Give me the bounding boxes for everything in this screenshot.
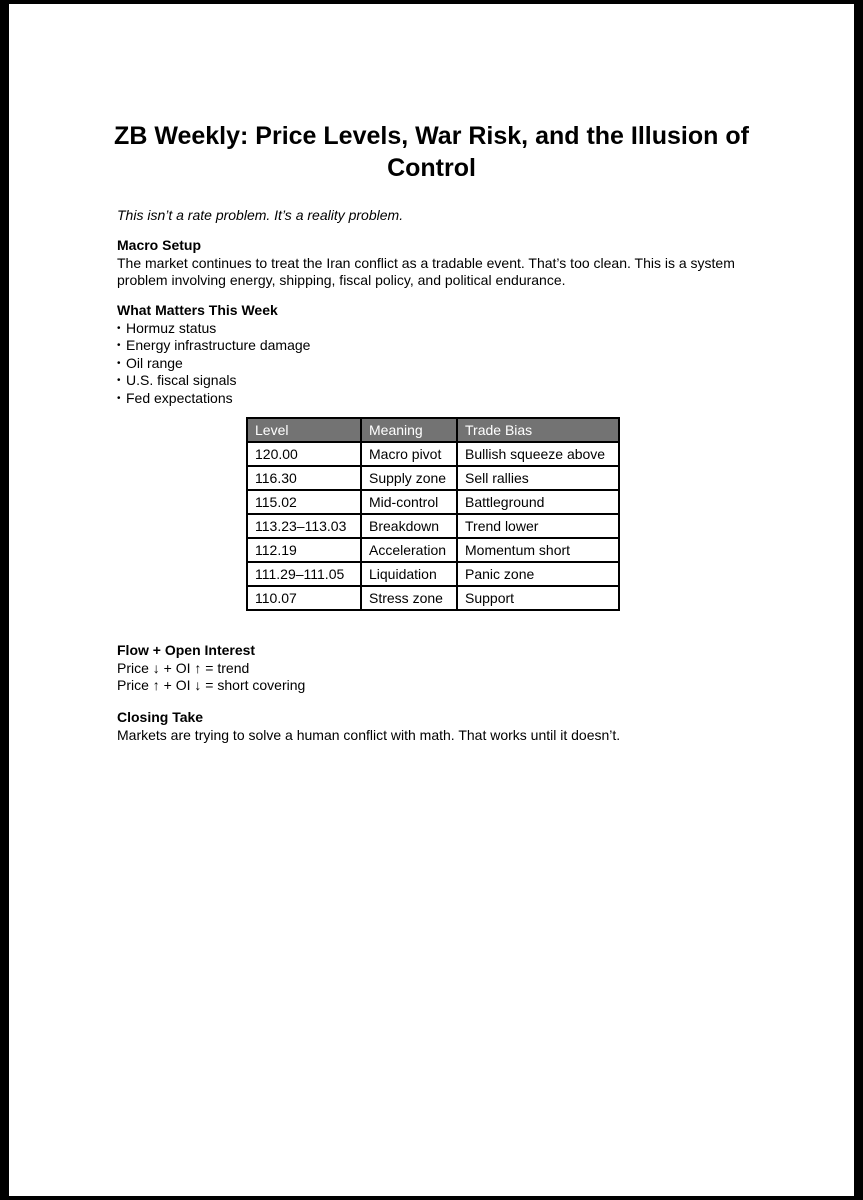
trade-bias-cell: Panic zone xyxy=(457,562,619,586)
table-row xyxy=(247,442,619,466)
level-cell: 110.07 xyxy=(247,586,361,610)
closing-heading: Closing Take xyxy=(117,709,204,725)
level-cell: 112.19 xyxy=(247,538,361,562)
macro-setup-section xyxy=(117,237,757,290)
level-cell: 113.23–113.03 xyxy=(247,514,361,538)
table-row xyxy=(247,466,619,490)
level-cell: 115.02 xyxy=(247,490,361,514)
document-title: ZB Weekly: Price Levels, War Risk, and the Illusion of Control xyxy=(114,122,749,182)
list-item: • Fed expectations xyxy=(117,390,757,408)
what-matters-section xyxy=(117,302,757,407)
closing-body: Markets are trying to solve a human conflict with math. That works until it doesn’t. xyxy=(117,726,621,743)
trade-bias-cell: Trend lower xyxy=(457,514,619,538)
level-cell: 120.00 xyxy=(247,442,361,466)
what-matters-heading: What Matters This Week xyxy=(117,302,278,318)
flow-line: Price ↓ + OI ↑ = trend xyxy=(117,659,250,676)
flow-line: Price ↑ + OI ↓ = short covering xyxy=(117,677,306,693)
column-header-level: Level xyxy=(247,418,361,442)
table-row xyxy=(247,538,619,562)
column-header-meaning: Meaning xyxy=(361,418,457,442)
macro-setup-heading: Macro Setup xyxy=(117,237,202,253)
table-row xyxy=(247,586,619,610)
subtitle: This isn’t a rate problem. It’s a reality problem. xyxy=(117,207,404,223)
level-cell: 116.30 xyxy=(247,466,361,490)
trade-bias-cell: Sell rallies xyxy=(457,466,619,490)
meaning-cell: Supply zone xyxy=(361,466,457,490)
meaning-cell: Macro pivot xyxy=(361,442,457,466)
meaning-cell: Liquidation xyxy=(361,562,457,586)
macro-setup-body: The market continues to treat the Iran conflict as a tradable event. That’s too clean. This is a system problem involving energy, shipping, fiscal policy, and political endurance. xyxy=(117,254,735,288)
trade-bias-cell: Momentum short xyxy=(457,538,619,562)
column-header-trade-bias: Trade Bias xyxy=(457,418,619,442)
document-page xyxy=(9,4,854,1196)
table-row xyxy=(247,514,619,538)
meaning-cell: Mid-control xyxy=(361,490,457,514)
meaning-cell: Breakdown xyxy=(361,514,457,538)
trade-bias-cell: Support xyxy=(457,586,619,610)
what-matters-list xyxy=(117,320,757,408)
flow-heading: Flow + Open Interest xyxy=(117,642,256,658)
table-row xyxy=(247,490,619,514)
price-levels-table xyxy=(246,417,620,611)
meaning-cell: Acceleration xyxy=(361,538,457,562)
closing-section xyxy=(117,709,757,744)
trade-bias-cell: Battleground xyxy=(457,490,619,514)
table-row xyxy=(247,562,619,586)
list-item: • Oil range xyxy=(117,355,757,373)
level-cell: 111.29–111.05 xyxy=(247,562,361,586)
list-item: • U.S. fiscal signals xyxy=(117,372,757,390)
table-header-row xyxy=(247,418,619,442)
list-item: • Energy infrastructure damage xyxy=(117,337,757,355)
list-item: • Hormuz status xyxy=(117,320,757,338)
trade-bias-cell: Bullish squeeze above xyxy=(457,442,619,466)
meaning-cell: Stress zone xyxy=(361,586,457,610)
flow-section xyxy=(117,642,757,695)
